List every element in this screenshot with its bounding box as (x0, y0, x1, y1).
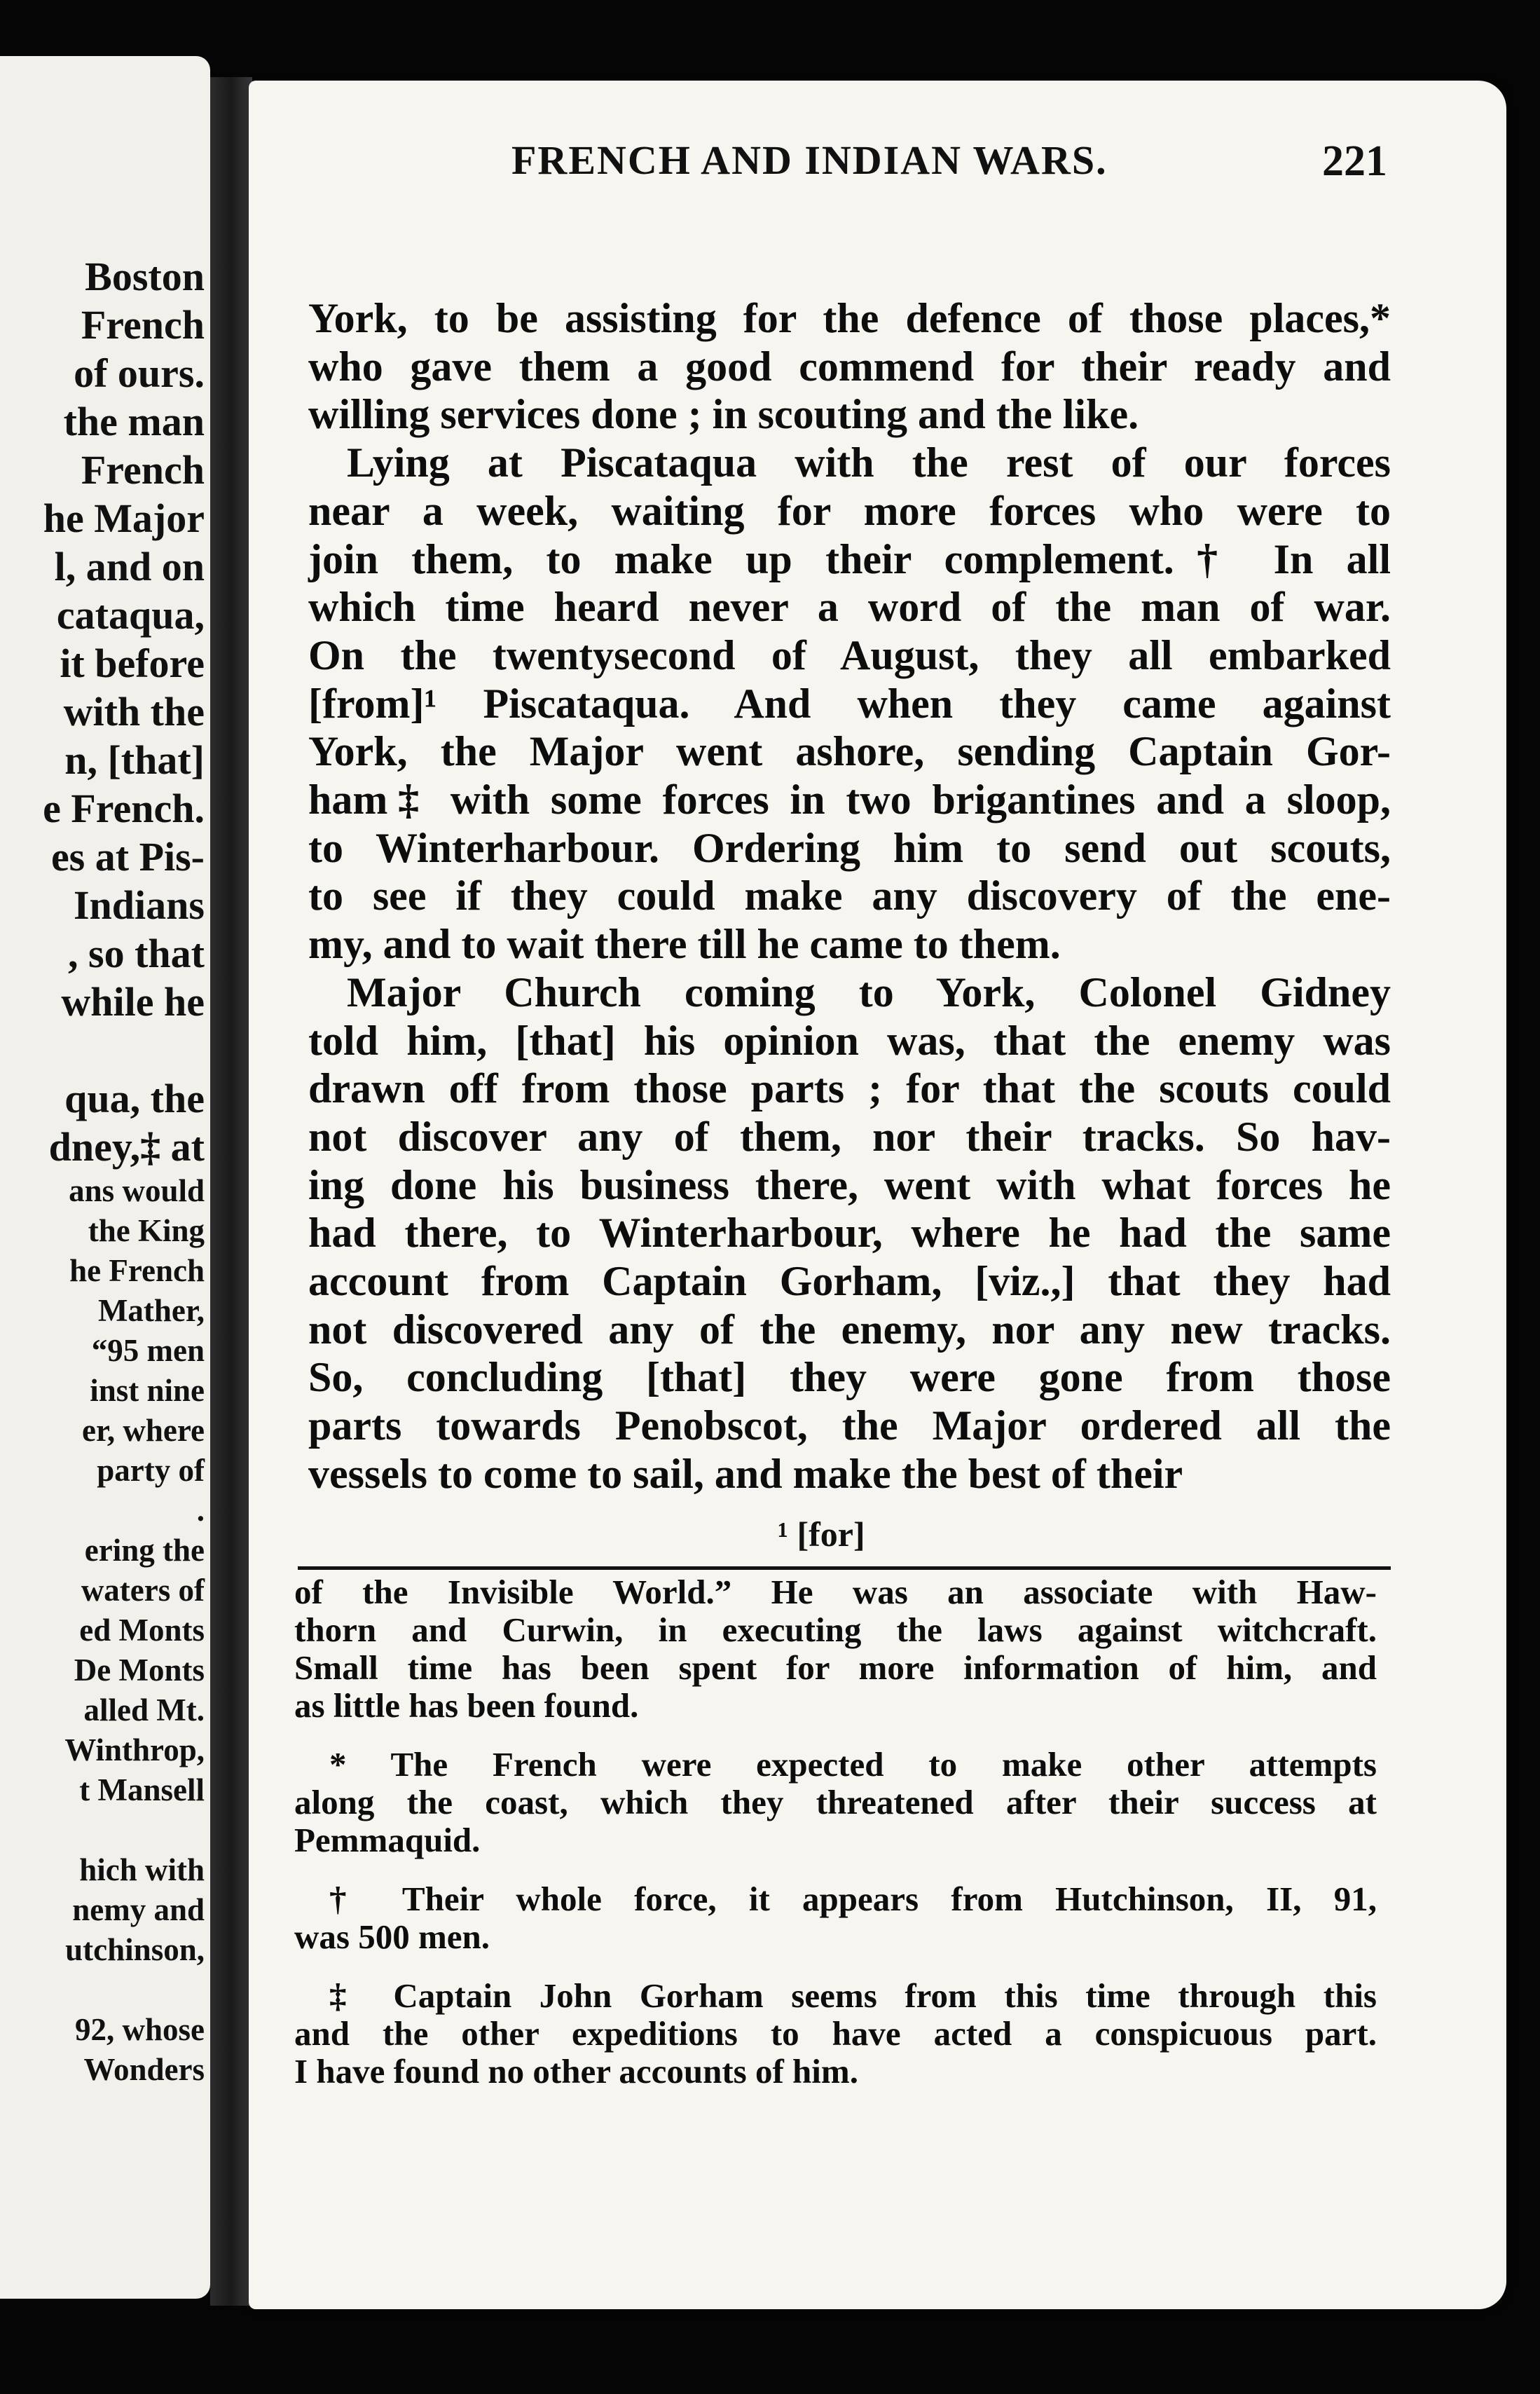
text-line: vessels to come to sail, and make the best of their (308, 1450, 1183, 1497)
left-page-line: he Major (43, 495, 205, 541)
footnote-line: * The French were expected to make other attempts (329, 1745, 1377, 1784)
footnote-line: Small time has been spent for more information of him, and (294, 1648, 1377, 1687)
footnote (294, 1746, 1377, 1859)
footnote-line: Pemmaquid. (294, 1821, 481, 1859)
footnote-line: † Their whole force, it appears from Hutchinson, II, 91, (329, 1880, 1377, 1918)
page-header (252, 137, 1387, 200)
footnote-line: and the other expeditions to have acted a conspicuous part. (294, 2014, 1377, 2053)
text-line: York, to be assisting for the defence of those places,* (308, 295, 1391, 341)
footnote-line: I have found no other accounts of him. (294, 2052, 858, 2091)
left-page-body-lines (1, 252, 205, 1171)
main-text (308, 294, 1391, 1498)
left-page-note-line: Wonders (83, 2052, 205, 2087)
left-page-line: French (81, 447, 205, 493)
left-page-note-line: nemy and (72, 1892, 205, 1927)
left-page-note-line: waters of (81, 1573, 205, 1608)
text-line: Lying at Piscataqua with the rest of our forces (347, 439, 1391, 486)
left-page-note-line: ering the (84, 1533, 205, 1568)
left-page-line: Boston (85, 254, 205, 299)
text-line: to see if they could make any discovery of the ene- (308, 873, 1391, 919)
left-page-line: it before (60, 641, 205, 686)
left-page-note-line: the King (88, 1213, 205, 1248)
left-page-text (1, 252, 205, 2090)
footnote (294, 1977, 1377, 2091)
left-page-line: , so that (68, 931, 205, 976)
text-line: On the twentysecond of August, they all embarked (308, 631, 1391, 678)
left-page-line: dney,‡ at (48, 1124, 205, 1170)
left-page-note-line: he French (69, 1253, 205, 1288)
left-page-note-line: inst nine (90, 1373, 205, 1408)
left-page-note-line (1, 1810, 205, 1850)
text-line: account from Captain Gorham, [viz.,] that they had (308, 1258, 1391, 1305)
left-page-note-line: hich with (79, 1852, 205, 1887)
left-page-line: French (81, 302, 205, 348)
text-line: not discovered any of the enemy, nor any new tracks. (308, 1306, 1391, 1353)
footnote (294, 1573, 1377, 1725)
text-line: not discover any of them, nor their tracks. So hav- (308, 1113, 1391, 1160)
text-line: [from]¹ Piscataqua. And when they came against (308, 680, 1391, 727)
footnotes (294, 1573, 1377, 2112)
left-page-note-line: De Monts (74, 1653, 205, 1688)
left-page-note-line: t Mansell (79, 1772, 205, 1807)
left-page-line: of ours. (74, 350, 205, 396)
footnote-line: thorn and Curwin, in executing the laws against witchcraft. (294, 1610, 1377, 1649)
text-line: ham‡ with some forces in two brigantines and a sloop, (308, 777, 1391, 823)
text-line: told him, [that] his opinion was, that the enemy was (308, 1017, 1391, 1064)
left-page-note-lines (1, 1171, 205, 2090)
footnote-line: ‡ Captain John Gorham seems from this time through this (329, 1976, 1377, 2015)
text-line: which time heard never a word of the man of war. (308, 584, 1391, 631)
text-line: ing done his business there, went with what forces he (308, 1161, 1391, 1208)
left-facing-page (0, 56, 210, 2299)
bracket-note: ¹ [for] (778, 1514, 865, 1554)
footnote-line: was 500 men. (294, 1917, 490, 1956)
page-number: 221 (1322, 137, 1387, 185)
left-page-line: Indians (73, 882, 205, 928)
left-page-line: e French. (43, 786, 205, 831)
left-page-line: cataqua, (56, 592, 205, 638)
left-page-line: the man (63, 399, 205, 444)
left-page-line (1, 1026, 205, 1074)
left-page-note-line: er, where (82, 1413, 205, 1448)
left-page-note-line: 92, whose (74, 2012, 205, 2047)
left-page-line: l, and on (54, 544, 205, 589)
left-page-line: es at Pis- (50, 834, 205, 880)
left-page-note-line: ans would (69, 1173, 205, 1208)
text-line: join them, to make up their complement.† In all (308, 535, 1391, 582)
left-page-line: while he (61, 979, 205, 1025)
left-page-note-line: “95 men (91, 1333, 205, 1368)
left-page-line: qua, the (64, 1076, 205, 1121)
footnote (294, 1880, 1377, 1956)
text-line: York, the Major went ashore, sending Captain Gor- (308, 728, 1391, 775)
footnote-line: along the coast, which they threatened after their success at (294, 1783, 1377, 1821)
text-line: Major Church coming to York, Colonel Gidney (347, 969, 1391, 1015)
left-page-note-line: ed Monts (79, 1613, 205, 1648)
text-line: to Winterharbour. Ordering him to send out scouts, (308, 824, 1391, 871)
footnote-line: as little has been found. (294, 1686, 639, 1725)
text-line: had there, to Winterharbour, where he had the same (308, 1210, 1391, 1257)
left-page-note-line: utchinson, (65, 1932, 205, 1967)
text-line: who gave them a good commend for their ready and (308, 343, 1391, 390)
footnote-line: of the Invisible World.” He was an associate with Haw- (294, 1573, 1377, 1611)
text-line: willing services done ; in scouting and the like. (308, 391, 1139, 438)
text-line: near a week, waiting for more forces who were to (308, 487, 1391, 534)
book-gutter (210, 77, 252, 2306)
left-page-note-line: Mather, (97, 1293, 205, 1328)
running-head: FRENCH AND INDIAN WARS. (511, 137, 1108, 183)
left-page-note-line: party of (97, 1453, 205, 1488)
text-line: my, and to wait there till he came to them. (308, 921, 1061, 968)
left-page-note-line: Winthrop, (64, 1732, 205, 1767)
text-line: drawn off from those parts ; for that the scouts could (308, 1065, 1391, 1112)
text-line: parts towards Penobscot, the Major ordered all the (308, 1402, 1391, 1449)
text-line: So, concluding [that] they were gone from those (308, 1354, 1391, 1401)
left-page-note-line: . (196, 1493, 205, 1528)
left-page-note-line (1, 1970, 205, 2010)
left-page-line: n, [that] (64, 737, 205, 783)
left-page-note-line: alled Mt. (83, 1692, 205, 1728)
footnote-rule (298, 1566, 1391, 1570)
left-page-line: with the (63, 689, 205, 734)
